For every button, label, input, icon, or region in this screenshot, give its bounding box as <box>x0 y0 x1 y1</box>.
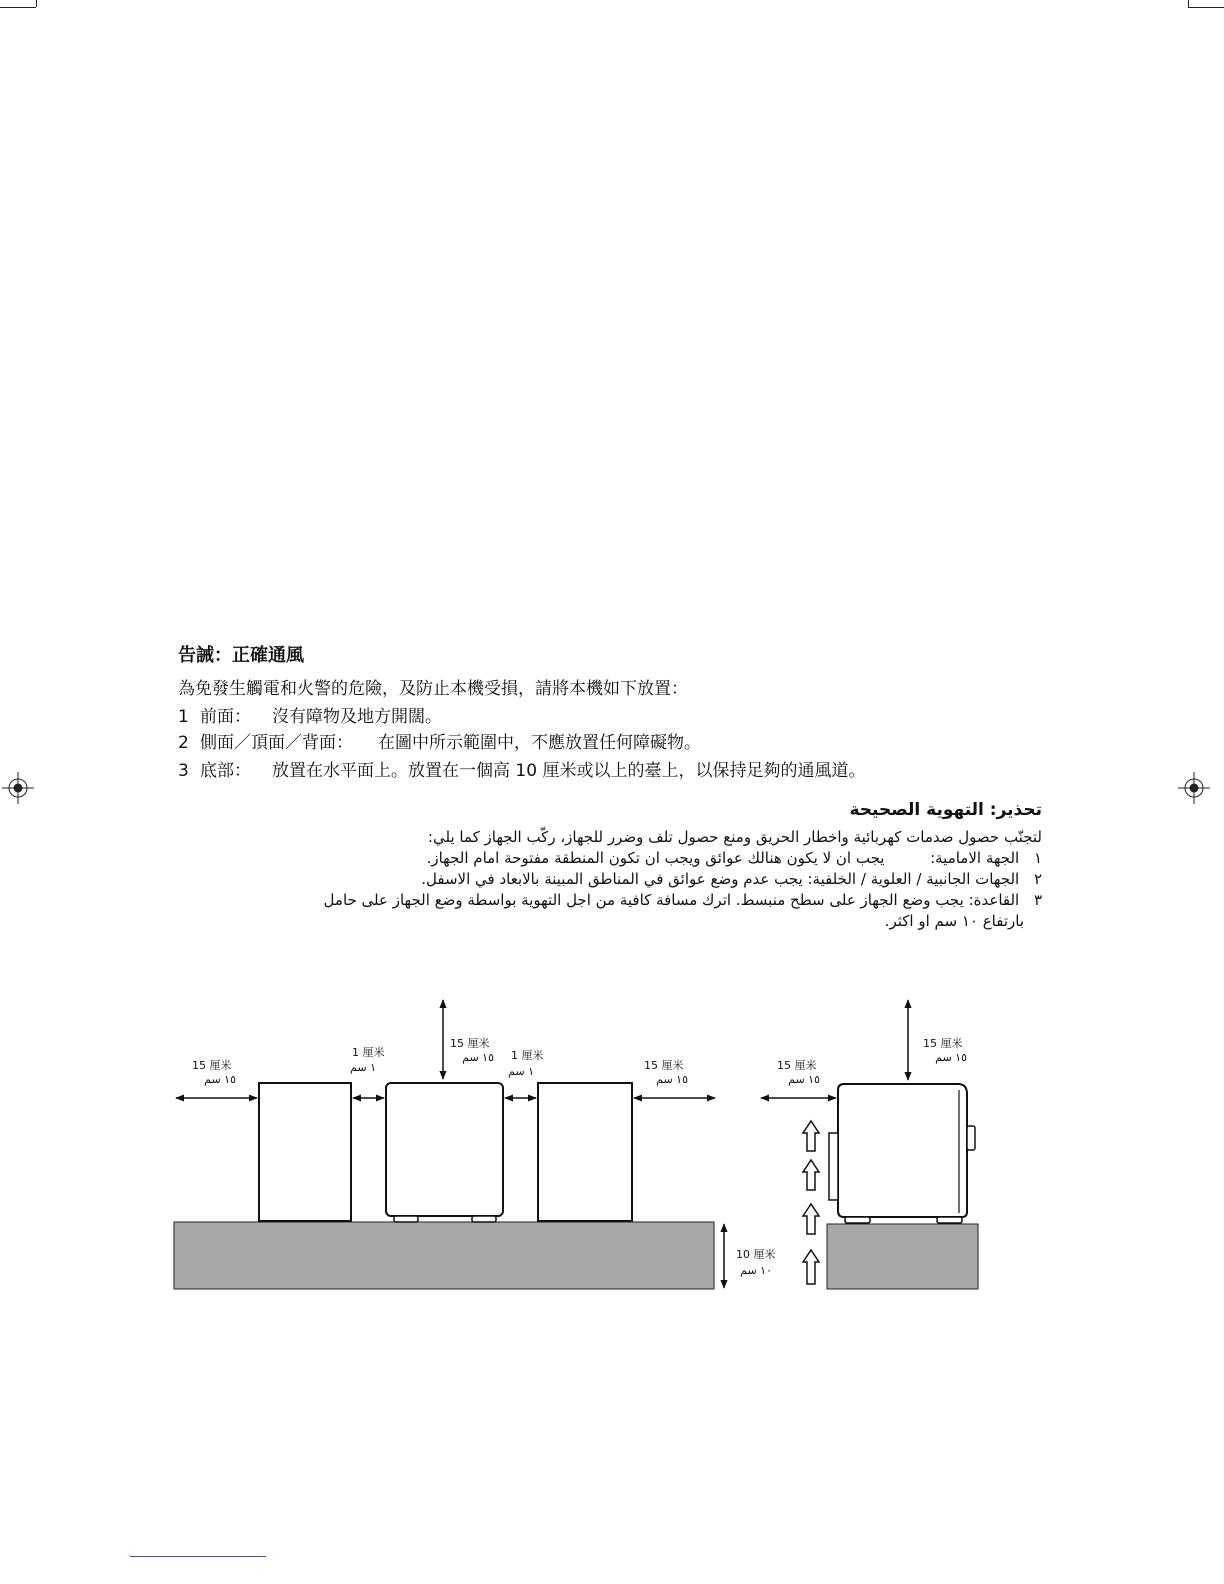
arabic-title: تحذير: التهوية الصحيحة <box>849 800 1042 820</box>
side-view-platform <box>827 1224 978 1289</box>
base-height-label-ar: ١٠ سم <box>740 1264 772 1277</box>
gap-2-label-zh: 1 厘米 <box>511 1049 544 1062</box>
side-top-clearance-label-zh: 15 厘米 <box>923 1037 963 1050</box>
item-label: 前面： <box>200 707 251 727</box>
item-label: 底部： <box>200 761 251 781</box>
item-text: 放置在水平面上。放置在一個高 10 厘米或以上的臺上，以保持足夠的通風道。 <box>272 761 866 781</box>
side-top-clearance-label-ar: ١٥ سم <box>935 1051 967 1064</box>
item-label: الجهات الجانبية / العلوية / الخلفية: <box>807 870 1020 888</box>
main-unit-foot-left <box>394 1216 418 1222</box>
item-text: يجب ان لا يكون هنالك عوائق ويجب ان تكون المنطقة مفتوحة امام الجهاز. <box>426 849 885 867</box>
item-text: يجب عدم وضع عوائق في المناطق المبينة بالابعاد في الاسفل. <box>421 870 803 888</box>
gap-1-label-zh: 1 厘米 <box>352 1046 385 1059</box>
side-unit-rear-panel <box>829 1133 838 1200</box>
chinese-title: 告誡：正確通風 <box>178 645 304 666</box>
item-number: ٣ <box>1033 891 1042 909</box>
arabic-intro: لتجنّب حصول صدمات كهربائية واخطار الحريق ومنع حصول تلف وضرر للجهاز، ركّب الجهاز كما يلي: <box>427 828 1042 846</box>
side-unit-knob <box>967 1126 975 1150</box>
right-clearance-label-ar: ١٥ سم <box>656 1073 688 1086</box>
airflow-arrow-icon <box>803 1250 819 1284</box>
item-text: يجب وضع الجهاز على سطح منبسط. اترك مسافة كافية من اجل التهوية بواسطة وضع الجهاز على حامل <box>323 891 964 909</box>
item-number: 2 <box>178 733 189 753</box>
right-speaker <box>538 1083 632 1221</box>
main-unit-foot-right <box>472 1216 496 1222</box>
airflow-arrow-icon <box>803 1160 819 1190</box>
item-text: 沒有障物及地方開闊。 <box>272 707 442 727</box>
item-number: 1 <box>178 707 189 727</box>
item-text: 在圖中所示範圍中，不應放置任何障礙物。 <box>378 733 701 753</box>
chinese-intro: 為免發生觸電和火警的危險，及防止本機受損，請將本機如下放置： <box>178 679 688 699</box>
front-view-platform <box>174 1222 714 1289</box>
item-number: ٢ <box>1033 870 1042 888</box>
side-back-clearance-label-zh: 15 厘米 <box>777 1059 817 1072</box>
base-height-label-zh: 10 厘米 <box>736 1248 776 1261</box>
item-number: 3 <box>178 761 189 781</box>
top-clearance-label-ar: ١٥ سم <box>462 1051 494 1064</box>
item-label: 側面／頂面／背面： <box>200 733 353 753</box>
left-clearance-label-zh: 15 厘米 <box>192 1059 232 1072</box>
arabic-item-3-continued: بارتفاع ١٠ سم او اكثر. <box>884 912 1024 930</box>
item-number: ١ <box>1033 849 1042 867</box>
airflow-arrow-icon <box>803 1121 819 1151</box>
item-label: القاعدة: <box>968 891 1020 909</box>
top-clearance-label-zh: 15 厘米 <box>450 1037 490 1050</box>
gap-2-label-ar: ١ سم <box>508 1065 534 1078</box>
side-back-clearance-label-ar: ١٥ سم <box>788 1073 820 1086</box>
main-unit <box>386 1083 503 1216</box>
item-label: الجهة الامامية: <box>930 849 1020 867</box>
side-unit-foot-front <box>937 1217 962 1223</box>
side-unit-body <box>838 1084 967 1217</box>
right-clearance-label-zh: 15 厘米 <box>644 1059 684 1072</box>
side-unit-foot-rear <box>845 1217 870 1223</box>
left-clearance-label-ar: ١٥ سم <box>204 1073 236 1086</box>
airflow-arrow-icon <box>803 1204 819 1234</box>
gap-1-label-ar: ١ سم <box>350 1061 376 1074</box>
left-speaker <box>259 1083 351 1221</box>
